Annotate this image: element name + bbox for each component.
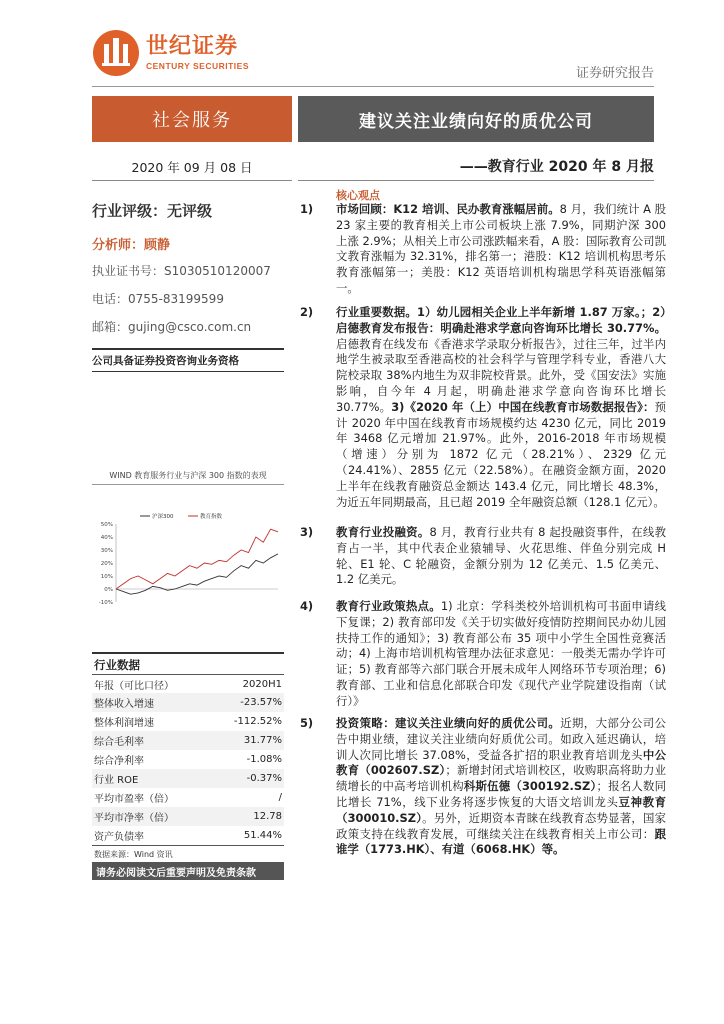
y-tick-label: 10% [100, 574, 113, 580]
right-divider [298, 180, 654, 181]
series-line-education-index [116, 529, 278, 589]
point-text: 。另外，近期资本青睐在线教育态势显著，国家政策支持在线教育发展，可继续关注在线教育相关上市公司： [336, 810, 666, 841]
point-heading: 行业重要数据。1）幼儿园相关企业上半年新增 1.87 万家。；2）启德教育发布报告：明确赴港求学意向咨询环比增长 30.77%。 [336, 305, 666, 335]
chart-caption: WIND 教育服务行业与沪深 300 指数的表现 [92, 470, 284, 485]
table-row-label: 平均市净率（倍） [94, 813, 174, 824]
analyst-name: 分析师：顾静 [92, 238, 171, 253]
y-tick-label: 0% [104, 587, 113, 593]
disclaimer-bar: 请务必阅读文后重要声明及免责条款 [92, 862, 284, 880]
table-row-value: / [278, 792, 282, 803]
point-text: 8 月，教育行业共有 8 起投融资事件，在线教育占一半，其中代表企业猿辅导、火花思维、伴鱼分别完成 H 轮、E1 轮、C 轮融资，金额分别为 12 亿美元、1.5 亿美元、1.2 亿美元。 [336, 525, 666, 587]
point-market-review [300, 202, 666, 297]
table-row-label: 整体利润增速 [94, 718, 154, 729]
core-views-heading: 核心观点 [336, 189, 380, 202]
left-divider [92, 180, 292, 181]
table-row [92, 788, 284, 807]
table-row-label: 综合毛利率 [94, 737, 144, 748]
table-row-value: -23.57% [240, 697, 282, 708]
table-row [92, 807, 284, 826]
qualification-statement: 公司具备证券投资咨询业务资格 [92, 348, 284, 372]
table-row [92, 693, 284, 712]
table-row [92, 731, 284, 750]
y-tick-label: 30% [100, 548, 113, 554]
table-row-label: 行业 ROE [94, 775, 139, 786]
point-text: 8 月，我们统计 A 股 23 家主要的教育相关上市公司板块上涨 7.9%，同期沪深 300 上涨 2.9%；从相关上市公司涨跌幅来看，A 股：国际教育公司凯文教育涨幅为 32.31%，排名第一；港股：K12 培训机构思考乐教育涨幅第一；美股：K12 英语培训机构瑞思学科英语涨幅第一。 [336, 202, 666, 295]
header-divider [92, 86, 654, 87]
century-securities-logo-icon [92, 29, 140, 77]
point-investment-financing [300, 525, 666, 588]
industry-data-title: 行业数据 [92, 652, 284, 677]
logo-english-name: CENTURY SECURITIES [146, 61, 249, 71]
point-industry-data [300, 305, 666, 510]
stock-name: 科斯伍德（300192.SZ） [463, 779, 597, 794]
table-row-label: 资产负债率 [94, 832, 144, 843]
email-address[interactable]: 邮箱：gujing@csco.com.cn [92, 320, 252, 334]
series-line-hs300 [116, 554, 278, 594]
table-row-label: 综合净利率 [94, 756, 144, 767]
y-tick-label: 40% [100, 535, 113, 541]
point-text: 近期，大部分公司公告中期业绩，建议关注业绩向好质优公司。如政入延迟确认，培训人次同比增长 37.08%，受益各扩招的职业教育培训龙头 [336, 716, 666, 762]
stock-name: 豆神教育（300010.SZ） [336, 794, 666, 825]
company-logo [92, 28, 292, 78]
point-heading: 投资策略：建议关注业绩向好的质优公司。 [336, 716, 561, 730]
point-text: 启德教育在线发布《香港求学录取分析报告》，过往三年，过半内地学生被录取至香港高校的社会科学与管理学科专业，香港八大院校录取 38%内地生为双非院校背景。此外，受《国安法》实施影响，自今年 4 月起，明确赴港求学意向咨询环比增长 30.77%。 [336, 336, 666, 414]
point-number: 4) [300, 599, 314, 613]
point-investment-strategy [300, 716, 666, 858]
point-number: 1) [300, 202, 314, 216]
point-policy-hotspots [300, 599, 666, 710]
y-tick-label: -10% [98, 600, 113, 606]
certificate-number: 执业证书号：S1030510120007 [92, 264, 271, 278]
y-tick-label: 50% [100, 522, 113, 528]
report-subtitle: ——教育行业 2020 年 8 月报 [459, 159, 654, 175]
stock-name: 跟谁学（1773.HK）、有道（6068.HK）等。 [336, 826, 666, 857]
point-number: 2) [300, 305, 314, 319]
logo-chinese-name: 世纪证券 [146, 34, 239, 59]
point-text: ；报名人数同比增长 71%，线下业务将逐步恢复的大语文培训龙头 [336, 779, 666, 809]
table-row [92, 712, 284, 731]
table-row [92, 769, 284, 788]
table-row-value: 2020H1 [242, 678, 282, 690]
phone-number: 电话：0755-83199599 [92, 292, 224, 306]
sector-banner: 社会服务 [92, 96, 292, 142]
table-row-value: -1.08% [246, 754, 282, 765]
report-type-label: 证券研究报告 [575, 66, 654, 81]
point-heading: 市场回顾：K12 培训、民办教育涨幅居前。 [336, 202, 560, 216]
point-number: 5) [300, 716, 314, 730]
legend-label: 教育指数 [200, 514, 223, 520]
table-row-value: 31.77% [243, 735, 282, 746]
table-source: 数据来源：Wind 资讯 [92, 845, 284, 863]
y-tick-label: 20% [100, 561, 113, 567]
table-row [92, 674, 284, 693]
table-row-label: 年报（可比口径） [94, 680, 174, 692]
table-row-value: -112.52% [233, 716, 282, 727]
table-row-value: -0.37% [246, 773, 282, 784]
legend-label: 沪深300 [152, 514, 174, 520]
point-number: 3) [300, 525, 314, 539]
performance-line-chart [92, 510, 284, 610]
stock-name: 中公教育（002607.SZ） [336, 747, 666, 778]
table-row [92, 826, 284, 845]
table-row-label: 平均市盈率（倍） [94, 794, 174, 805]
industry-data-table [92, 674, 284, 863]
point-heading: 教育行业投融资。 [336, 525, 430, 539]
table-row-label: 整体收入增速 [94, 699, 154, 710]
report-title-banner: 建议关注业绩向好的质优公司 [298, 96, 654, 142]
point-text: ；新增封闭式培训校区，收购职高将助力业绩增长的中高考培训机构 [336, 763, 666, 794]
point-text: 1) 北京：学科类校外培训机构可书面申请线下复课；2) 教育部印发《关于切实做好疫情防控期间民办幼儿园扶持工作的通知》；3) 教育部公布 35 项中小学生全国性竞赛活动；4) 上海市培训机构管理办法征求意见：一般类无需办学许可证；5) 教育部等六部门联合开展未成年人网络环节专项治理；6) 教育部、工业和信息化部联合印发《现代产业学院建设指南（试行）》 [336, 599, 666, 708]
point-subheading: 3)《2020 年（上）中国在线教育市场数据报告》： [391, 399, 655, 414]
table-row [92, 750, 284, 769]
industry-rating: 行业评级：无评级 [92, 202, 213, 220]
table-row-value: 51.44% [243, 830, 282, 841]
report-date: 2020 年 09 月 08 日 [131, 160, 253, 175]
point-heading: 教育行业政策热点。 [336, 599, 441, 613]
table-row-value: 12.78 [253, 811, 282, 822]
point-text: 预计 2020 年中国在线教育市场规模约达 4230 亿元，同比 2019 年 3468 亿元增加 21.97%。此外，2016-2018 年市场规模（增速）分别为 1872 亿元（28.21%）、2329 亿元（24.41%）、2855 亿元（22.58%）。在融资金额方面，2020 上半年在线教育融资总金额达 143.4 亿元，同比增长 48.3%，为近五年同期最高，且已超 2019 全年融资总额（128.1 亿元）。 [336, 399, 666, 509]
